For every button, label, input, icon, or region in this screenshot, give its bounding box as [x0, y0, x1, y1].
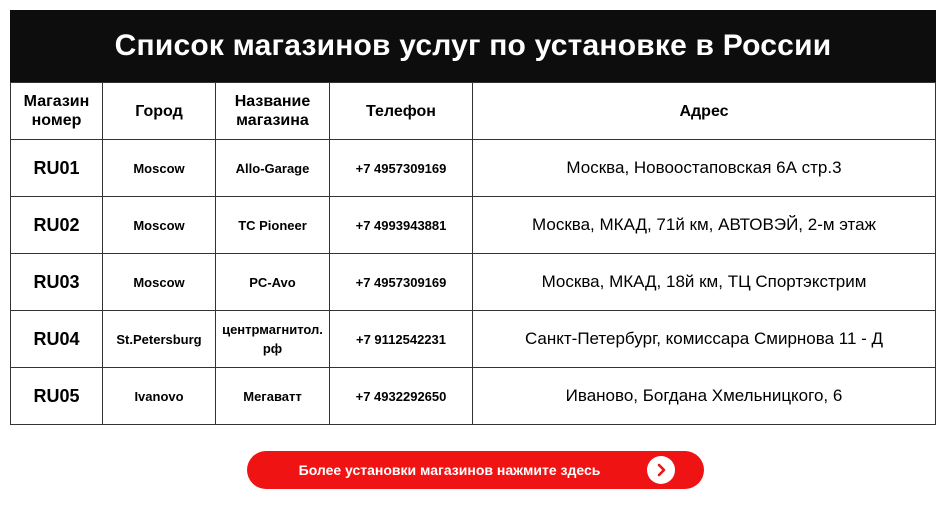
cell-city: St.Petersburg	[103, 311, 216, 368]
more-stores-button-label: Более установки магазинов нажмите здесь	[298, 462, 601, 478]
header-store-number-line1: Магазин	[23, 93, 90, 110]
table-row	[11, 368, 936, 425]
header-store-number-line2: номер	[31, 112, 82, 129]
header-city: Город	[103, 83, 216, 140]
table-row	[11, 254, 936, 311]
header-store-name	[216, 83, 330, 140]
table-row	[11, 140, 936, 197]
header-address: Адрес	[473, 83, 936, 140]
cell-phone: +7 9112542231	[330, 311, 473, 368]
cell-city: Moscow	[103, 254, 216, 311]
cell-address: Санкт-Петербург, комиссара Смирнова 11 - Д	[473, 311, 936, 368]
table-header-row	[11, 83, 936, 140]
header-store-name-line1: Название	[234, 93, 311, 110]
cell-phone: +7 4957309169	[330, 140, 473, 197]
cell-store-name: TC Pioneer	[216, 197, 330, 254]
cell-store-number: RU02	[11, 197, 103, 254]
cell-city: Moscow	[103, 140, 216, 197]
cell-address: Москва, Новоостаповская 6А стр.3	[473, 140, 936, 197]
cell-store-name: Мегаватт	[216, 368, 330, 425]
header-store-name-line2: магазина	[236, 112, 309, 129]
table-row	[11, 311, 936, 368]
cell-phone: +7 4993943881	[330, 197, 473, 254]
cell-city: Ivanovo	[103, 368, 216, 425]
page-title	[10, 10, 936, 82]
cell-store-number: RU03	[11, 254, 103, 311]
cell-store-name: Allo-Garage	[216, 140, 330, 197]
cell-store-number: RU05	[11, 368, 103, 425]
cell-address: Москва, МКАД, 71й км, АВТОВЭЙ, 2-м этаж	[473, 197, 936, 254]
cell-address: Иваново, Богдана Хмельницкого, 6	[473, 368, 936, 425]
cell-phone: +7 4957309169	[330, 254, 473, 311]
cell-store-name: PC-Avo	[216, 254, 330, 311]
cell-store-name-line1: центрмагнитол.	[222, 322, 323, 337]
header-phone: Телефон	[330, 83, 473, 140]
cell-store-number: RU04	[11, 311, 103, 368]
cell-store-name-line2: рф	[262, 341, 283, 356]
more-stores-button[interactable]	[247, 451, 704, 489]
header-store-number	[11, 83, 103, 140]
cell-phone: +7 4932292650	[330, 368, 473, 425]
cell-address: Москва, МКАД, 18й км, ТЦ Спортэкстрим	[473, 254, 936, 311]
cell-city: Moscow	[103, 197, 216, 254]
page-title-text: Список магазинов услуг по установке в России	[114, 29, 832, 62]
page	[10, 10, 936, 425]
table-row	[11, 197, 936, 254]
chevron-right-icon	[647, 456, 675, 484]
stores-table	[10, 82, 936, 425]
cell-store-name	[216, 311, 330, 368]
cell-store-number: RU01	[11, 140, 103, 197]
